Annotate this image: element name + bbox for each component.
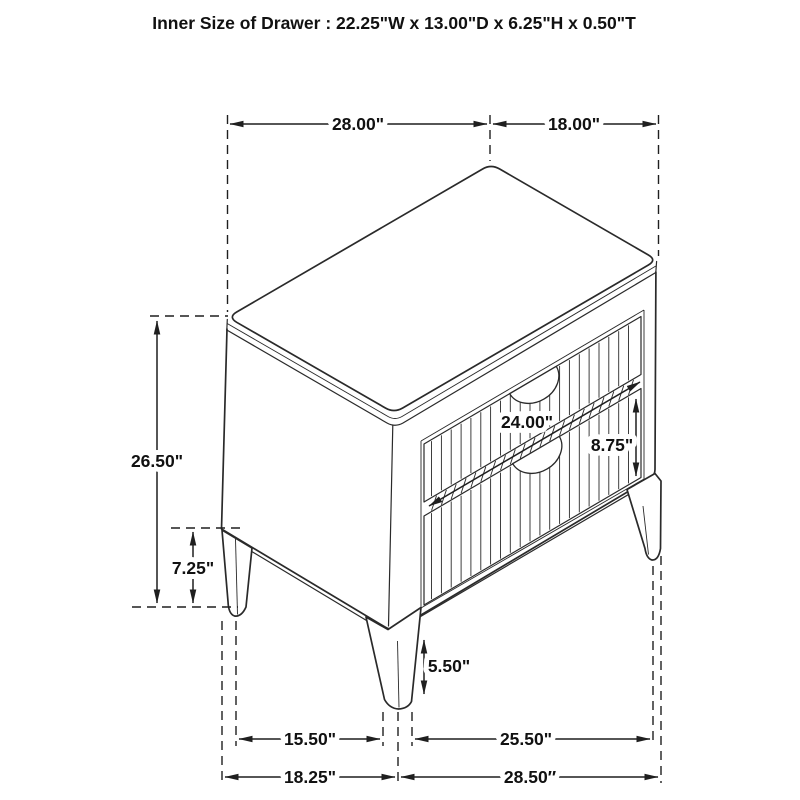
- nightstand-top: [227, 167, 657, 426]
- dim-label-leg-height: 5.50": [427, 656, 471, 676]
- dim-label-base-depth: 18.25": [283, 767, 337, 787]
- top-surface: [232, 167, 652, 411]
- dim-base-width: [401, 767, 658, 787]
- dim-label-drawer-front-height: 8.75": [590, 435, 634, 455]
- dim-leg-span-front: [415, 729, 650, 749]
- leg-front: [366, 608, 421, 710]
- diagram-title: Inner Size of Drawer : 22.25"W x 13.00"D x 6.25"H x 0.50"T: [152, 13, 636, 33]
- dim-drawer-front-height: [591, 399, 636, 476]
- dim-label-top-depth: 18.00": [547, 114, 601, 134]
- dim-label-overall-height: 26.50": [130, 451, 184, 471]
- dim-label-base-width: 28.50″: [503, 767, 557, 787]
- dim-base-depth: [225, 767, 395, 787]
- dim-case-bottom-height: [172, 532, 214, 603]
- dim-label-case-bottom-height: 7.25": [171, 558, 215, 578]
- dim-label-leg-span-side: 15.50": [283, 729, 337, 749]
- dim-top-depth: [493, 114, 656, 134]
- dim-leg-span-side: [239, 729, 380, 749]
- dim-top-width: [230, 114, 487, 134]
- dim-label-leg-span-front: 25.50": [499, 729, 553, 749]
- case-front-corner-edge: [389, 425, 393, 626]
- drawer-top-handle-notch: [510, 366, 568, 412]
- dim-label-drawer-front-width: 24.00": [500, 412, 554, 432]
- dim-label-top-width: 28.00": [331, 114, 385, 134]
- dim-leg-height: [424, 640, 470, 694]
